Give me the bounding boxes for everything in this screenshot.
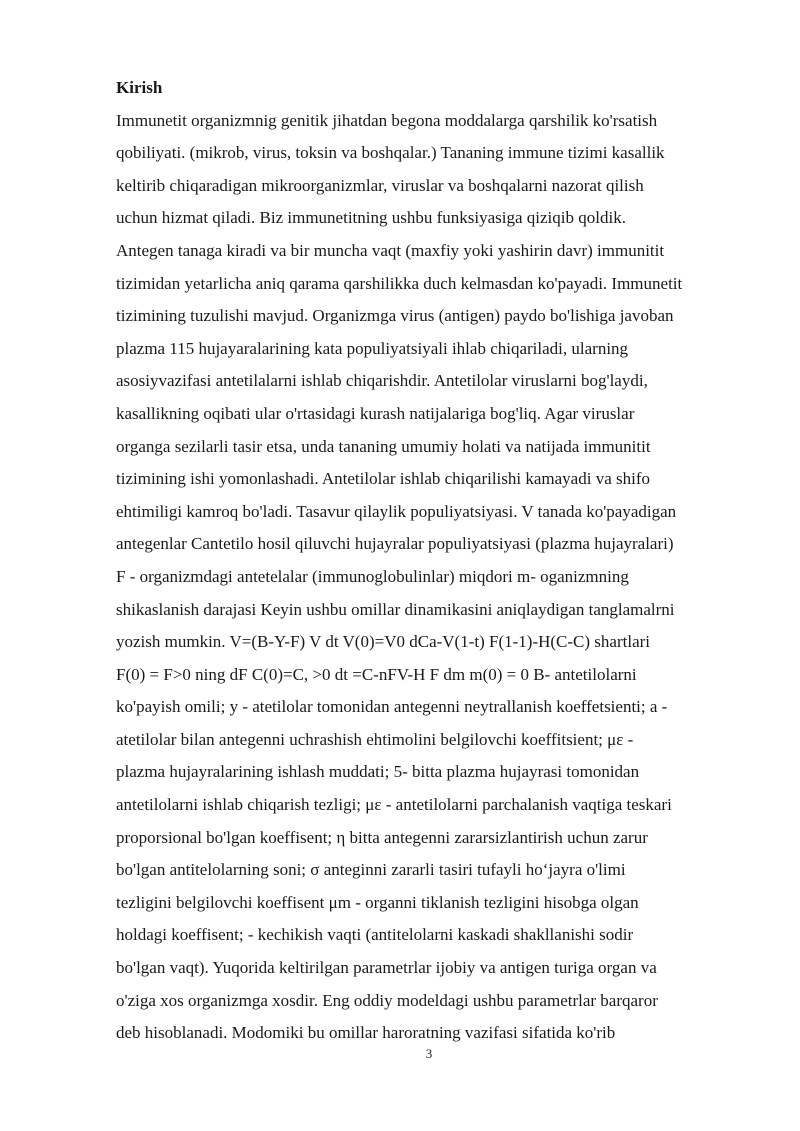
text-line: bo'lgan antitelolarning soni; σ anteginni zararli tasiri tufayli hoʻjayra o'limi <box>116 860 626 880</box>
page-number: 3 <box>425 1046 433 1061</box>
text-line: asosiyvazifasi antetilalarni ishlab chiqarishdir. Antetilolar viruslarni bog'laydi, <box>116 371 648 391</box>
text-line: tizimining ishi yomonlashadi. Antetilolar ishlab chiqarilishi kamayadi va shifo <box>116 469 650 489</box>
text-line: o'ziga xos organizmga xosdir. Eng oddiy modeldagi ushbu parametrlar barqaror <box>116 990 658 1010</box>
paragraph <box>116 105 744 1050</box>
text-line: qobiliyati. (mikrob, virus, toksin va boshqalar.) Tananing immune tizimi kasallik <box>116 143 665 163</box>
text-line: Immunetit organizmnig genitik jihatdan begona moddalarga qarshilik ko'rsatish <box>116 110 658 130</box>
text-line: Antegen tanaga kiradi va bir muncha vaqt (maxfiy yoki yashirin davr) immunitit <box>116 240 665 260</box>
text-line: tizimidan yetarlicha aniq qarama qarshilikka duch kelmasdan ko'payadi. Immunetit <box>116 273 683 293</box>
text-line: organga sezilarli tasir etsa, unda tananing umumiy holati va natijada immunitit <box>116 436 651 456</box>
text-line: tezligini belgilovchi koeffisent μm - organni tiklanish tezligini hisobga olgan <box>116 892 639 912</box>
text-line: uchun hizmat qiladi. Biz immunetitning ushbu funksiyasiga qiziqib qoldik. <box>116 208 626 228</box>
text-line: shikaslanish darajasi Keyin ushbu omillar dinamikasini aniqlaydigan tanglamalrni <box>116 599 675 619</box>
text-line: holdagi koeffisent; - kechikish vaqti (antitelolarni kaskadi shakllanishi sodir <box>116 925 634 945</box>
document-body <box>116 70 744 1050</box>
text-line: kasallikning oqibati ular o'rtasidagi kurash natijalariga bog'liq. Agar viruslar <box>116 403 635 423</box>
text-line: tizimining tuzulishi mavjud. Organizmga virus (antigen) paydo bo'lishiga javoban <box>116 306 674 326</box>
text-line: proporsional bo'lgan koeffisent; η bitta antegenni zararsizlantirish uchun zarur <box>116 827 648 847</box>
text-line: plazma 115 hujayaralarining kata populiyatsiyali ihlab chiqariladi, ularning <box>116 338 629 358</box>
text-line: ko'payish omili; y - atetilolar tomonidan antegenni neytrallanish koeffetsienti; a - <box>116 697 668 717</box>
text-line: atetilolar bilan antegenni uchrashish ehtimolini belgilovchi koeffitsient; με - <box>116 729 634 749</box>
text-line: plazma hujayralarining ishlash muddati; 5- bitta plazma hujayrasi tomonidan <box>116 762 640 782</box>
text-line: F - organizmdagi antetelalar (immunoglobulinlar) miqdori m- oganizmning <box>116 566 629 586</box>
text-line: yozish mumkin. V=(B-Y-F) V dt V(0)=V0 dCa-V(1-t) F(1-1)-H(C-C) shartlari <box>116 632 650 652</box>
text-line: antetilolarni ishlab chiqarish tezligi; με - antetilolarni parchalanish vaqtiga teskari <box>116 795 672 815</box>
text-line: F(0) = F>0 ning dF C(0)=C, >0 dt =C-nFV-H F dm m(0) = 0 B- antetilolarni <box>116 664 637 684</box>
text-line: deb hisoblanadi. Modomiki bu omillar haroratning vazifasi sifatida ko'rib <box>116 1023 616 1043</box>
text-line: keltirib chiqaradigan mikroorganizmlar, viruslar va boshqalarni nazorat qilish <box>116 175 644 195</box>
section-heading: Kirish <box>116 78 163 97</box>
text-line: antegenlar Cantetilo hosil qiluvchi hujayralar populiyatsiyasi (plazma hujayralari) <box>116 534 674 554</box>
text-line: bo'lgan vaqt). Yuqorida keltirilgan parametrlar ijobiy va antigen turiga organ va <box>116 958 657 978</box>
text-line: ehtimiligi kamroq bo'ladi. Tasavur qilaylik populiyatsiyasi. V tanada ko'payadigan <box>116 501 677 521</box>
